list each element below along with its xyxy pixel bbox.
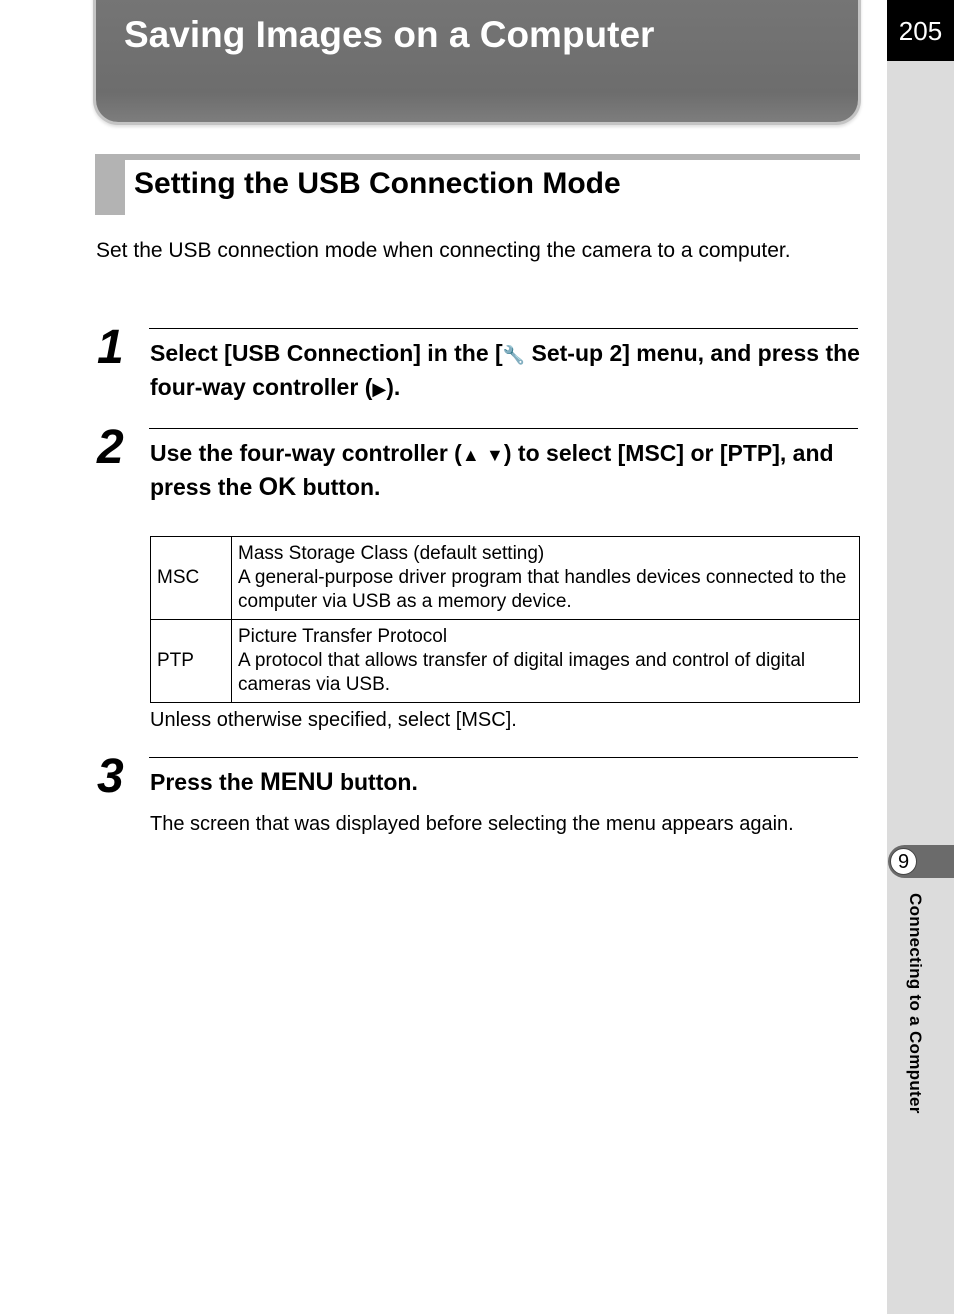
- section-intro: Set the USB connection mode when connecting the camera to a computer.: [96, 239, 791, 262]
- up-arrow-icon: ▲: [461, 445, 480, 465]
- step-1-text-part2: Set-up 2] menu, and press the four-way controller (: [150, 340, 860, 400]
- table-row: [151, 620, 860, 703]
- menu-button-icon: MENU: [259, 768, 334, 796]
- section-title: Setting the USB Connection Mode: [134, 167, 621, 200]
- mode-description-cell: [232, 620, 860, 703]
- page-number: 205: [887, 0, 954, 61]
- mode-description-body: A general-purpose driver program that handles devices connected to the computer via USB as a memory device.: [238, 566, 847, 612]
- section-bar: [95, 154, 860, 160]
- step-3-rule: [149, 757, 858, 758]
- step-1-rule: [149, 328, 858, 329]
- table-note: Unless otherwise specified, select [MSC].: [150, 709, 517, 731]
- usb-mode-table: [150, 536, 860, 703]
- section-marker: [95, 154, 125, 215]
- wrench-icon: 🔧: [502, 345, 526, 365]
- step-2-text-part2: ) to select [MSC] or [PTP], and press the: [150, 440, 834, 500]
- step-1-number: 1: [97, 321, 124, 374]
- step-2-number: 2: [97, 421, 124, 474]
- chapter-number: 9: [890, 848, 917, 875]
- step-3-number: 3: [97, 750, 124, 803]
- step-3-description: The screen that was displayed before selecting the menu appears again.: [150, 813, 794, 835]
- mode-cell: PTP: [151, 620, 232, 703]
- step-2-rule: [149, 428, 858, 429]
- mode-description-body: A protocol that allows transfer of digital images and control of digital cameras via USB.: [238, 649, 806, 695]
- step-1-text: [150, 337, 862, 405]
- mode-description-cell: [232, 537, 860, 620]
- chapter-label: Connecting to a Computer: [906, 893, 925, 1114]
- step-1-text-part3: ).: [386, 374, 401, 400]
- mode-description-title: Picture Transfer Protocol: [238, 625, 448, 647]
- step-2-text-part3: button.: [296, 474, 381, 500]
- ok-button-icon: OK: [258, 473, 297, 501]
- down-arrow-icon: ▼: [486, 445, 504, 465]
- step-3-text-part1: Press the: [150, 769, 260, 795]
- step-3-text-part2: button.: [333, 769, 418, 795]
- step-2-text-part1: Use the four-way controller (: [150, 440, 462, 466]
- right-arrow-icon: ▶: [372, 379, 387, 399]
- step-1-text-part1: Select [USB Connection] in the [: [150, 340, 503, 366]
- side-rail: [887, 0, 954, 1314]
- table-row: [151, 537, 860, 620]
- page-title: Saving Images on a Computer: [124, 14, 655, 55]
- mode-cell: MSC: [151, 537, 232, 620]
- mode-description-title: Mass Storage Class (default setting): [238, 542, 545, 564]
- step-3-text: [150, 766, 862, 798]
- step-2-text: [150, 437, 862, 503]
